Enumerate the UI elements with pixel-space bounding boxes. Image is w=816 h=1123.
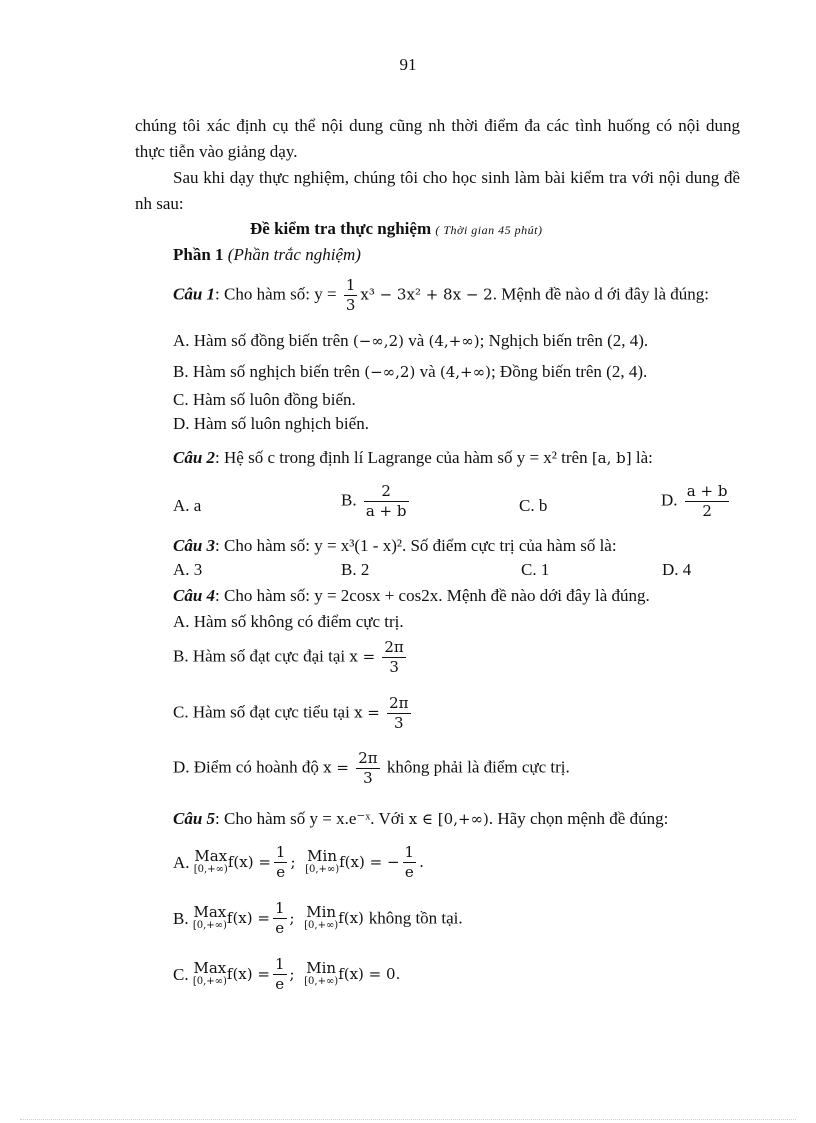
q5-option-a: A. Max [0,+∞) f(x) = $\frac{1}{e}$ ; Min [0,+∞) f(x) = − $\frac{1}{e}$ . <box>173 843 424 881</box>
q1-option-b: B. Hàm số nghịch biến trên (−∞,2) và (4,+∞); Đồng biến trên (2, 4). <box>173 362 648 381</box>
q2-option-b: B. $\frac{2}{a + b}$ <box>341 482 407 520</box>
q5-label: Câu 5 <box>173 809 216 828</box>
q2-option-a: A. a <box>173 496 202 515</box>
q1-fraction: $\frac{1}{3}$ <box>345 276 356 314</box>
page-number: 91 <box>399 55 417 74</box>
q3-option-c: C. 1 <box>521 560 550 579</box>
q1-option-c: C. Hàm số luôn đồng biến. <box>173 390 356 409</box>
q3-stem: Câu 3: Cho hàm số: y = x³(1 - x)². Số điểm cực trị của hàm số là: <box>173 536 617 555</box>
q5-b-max: Max [0,+∞) <box>192 902 227 931</box>
q5-b-min: Min [0,+∞) <box>304 902 339 931</box>
test-title: Đề kiểm tra thực nghiệm <box>250 219 432 238</box>
q3-option-b: B. 2 <box>341 560 370 579</box>
q1-b-interval1: (−∞,2) <box>364 363 416 381</box>
q3-label: Câu 3 <box>173 536 216 555</box>
q1-b-interval2: (4,+∞) <box>439 363 491 381</box>
q1-option-a: A. Hàm số đồng biến trên (−∞,2) và (4,+∞); Nghịch biến trên (2, 4). <box>173 331 649 350</box>
q4-option-d: D. Điểm có hoành độ x = $\frac{2\pi}{3}$ không phải là điểm cực trị. <box>173 749 570 787</box>
q2-label: Câu 2 <box>173 448 216 467</box>
paragraph-1: chúng tôi xác định cụ thể nội dung cũng nh thời điểm đa các tình huống có nội dung thực tiễn vào giảng dạy. <box>135 116 740 161</box>
q4-b-fraction: $\frac{2\pi}{3}$ <box>384 638 404 676</box>
test-heading <box>250 219 542 239</box>
part1-heading <box>173 245 361 265</box>
q1-stem: Câu 1: Cho hàm số: y = $\frac{1}{3}$ x³ − 3x² + 8x − 2. Mệnh đề nào d ới đây là đúng: <box>173 276 709 314</box>
q5-a-min: Min [0,+∞) <box>305 846 340 875</box>
q5-stem: Câu 5: Cho hàm số y = x.e⁻ˣ. Với x ∈ [0,+∞). Hãy chọn mệnh đề đúng: <box>173 809 669 828</box>
q3-option-a: A. 3 <box>173 560 203 579</box>
q4-option-c: C. Hàm số đạt cực tiểu tại x = $\frac{2\pi}{3}$ <box>173 694 409 732</box>
q1-a-interval1: (−∞,2) <box>352 332 404 350</box>
q5-c-max: Max [0,+∞) <box>192 958 227 987</box>
q5-option-c: C. Max [0,+∞) f(x) = $\frac{1}{e}$ ; Min [0,+∞) f(x) = 0. <box>173 955 401 993</box>
q1-label: Câu 1 <box>173 284 216 304</box>
q1-expression: x³ − 3x² + 8x − 2 <box>360 285 493 304</box>
bottom-rule <box>20 1119 796 1120</box>
q2-option-c: C. b <box>519 496 548 515</box>
q2-stem: Câu 2: Hệ số c trong định lí Lagrange của hàm số y = x² trên [a, b] là: <box>173 448 653 467</box>
q5-a-max: Max [0,+∞) <box>193 846 228 875</box>
q2-option-d: D. $\frac{a + b}{2}$ <box>661 482 728 520</box>
q4-c-fraction: $\frac{2\pi}{3}$ <box>389 694 409 732</box>
q5-c-min: Min [0,+∞) <box>304 958 339 987</box>
q3-option-d: D. 4 <box>662 560 692 579</box>
q4-option-b: B. Hàm số đạt cực đại tại x = $\frac{2\pi}{3}$ <box>173 638 404 676</box>
test-time: ( Thời gian 45 phút) <box>435 223 543 237</box>
q4-option-a: A. Hàm số không có điểm cực trị. <box>173 612 404 631</box>
q4-d-fraction: $\frac{2\pi}{3}$ <box>358 749 378 787</box>
q1-option-d: D. Hàm số luôn nghịch biến. <box>173 414 369 433</box>
q4-label: Câu 4 <box>173 586 216 605</box>
paragraph-2: Sau khi dạy thực nghiệm, chúng tôi cho học sinh làm bài kiểm tra với nội dung đề nh sau: <box>135 168 740 213</box>
q5-option-b: B. Max [0,+∞) f(x) = $\frac{1}{e}$ ; Min [0,+∞) f(x) không tồn tại. <box>173 899 463 937</box>
q4-stem: Câu 4: Cho hàm số: y = 2cosx + cos2x. Mệnh đề nào dới đây là đúng. <box>173 586 650 605</box>
q2-interval: [a, b] <box>591 449 632 467</box>
part1-note: (Phần trắc nghiệm) <box>227 245 361 264</box>
q5-domain: x ∈ [0,+∞) <box>408 810 489 828</box>
q1-a-interval2: (4,+∞) <box>428 332 480 350</box>
q2-d-fraction: $\frac{a + b}{2}$ <box>686 482 728 520</box>
q2-b-fraction: $\frac{2}{a + b}$ <box>365 482 407 520</box>
part1-label: Phần 1 <box>173 245 224 264</box>
